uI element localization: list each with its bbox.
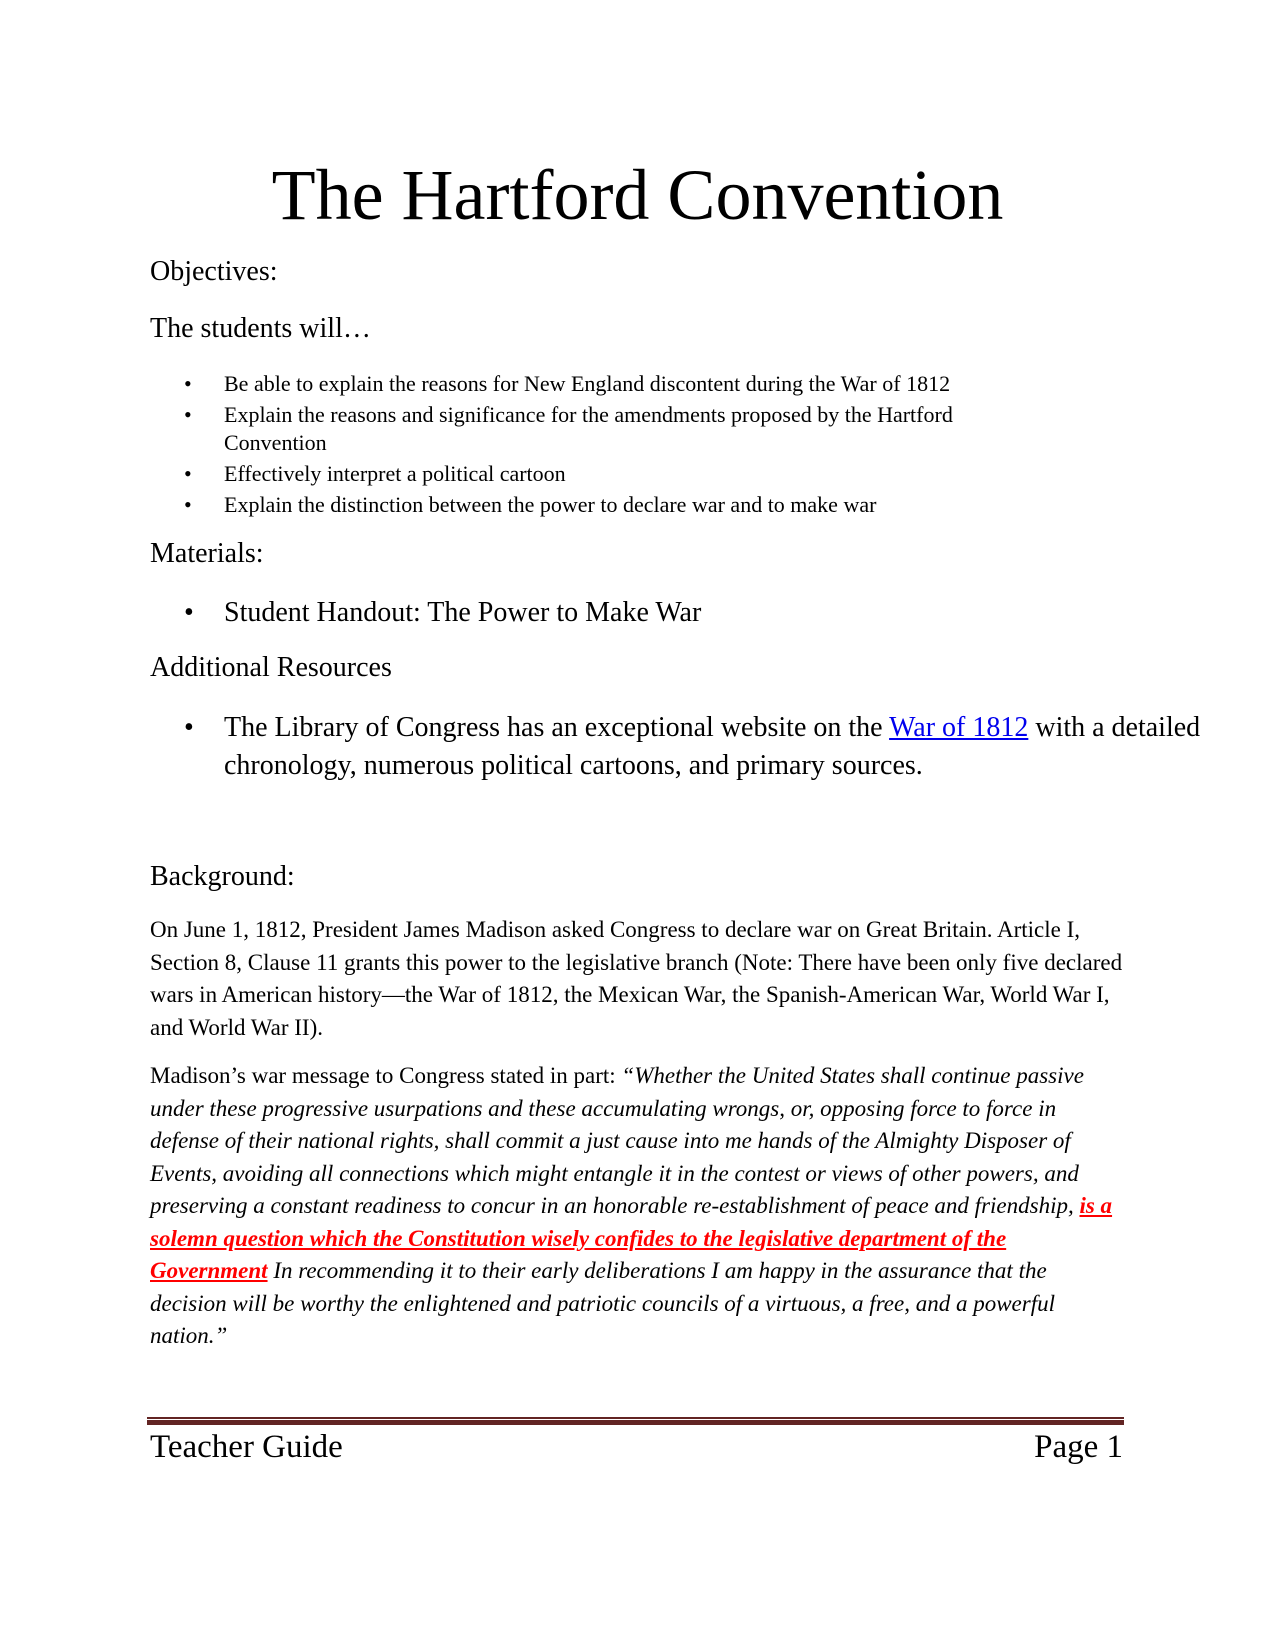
bullet-icon: • bbox=[184, 371, 192, 396]
bullet-icon: • bbox=[184, 461, 192, 486]
bullet-icon: • bbox=[184, 712, 194, 743]
bullet-icon: • bbox=[184, 402, 192, 427]
objective-text: Explain the distinction between the power to declare war and to make war bbox=[224, 492, 877, 517]
quote-emphasis: is a solemn question which the Constitution wisely confides to the legislative department of the Government bbox=[150, 1193, 1113, 1283]
list-item bbox=[150, 491, 1054, 519]
bullet-icon: • bbox=[184, 597, 194, 628]
objective-text: Be able to explain the reasons for New England discontent during the War of 1812 bbox=[224, 371, 951, 396]
resources-heading: Additional Resources bbox=[150, 652, 392, 683]
bullet-icon: • bbox=[184, 492, 192, 517]
objective-text: Explain the reasons and significance for the amendments proposed by the Hartford Convention bbox=[224, 402, 953, 455]
list-item bbox=[150, 709, 1224, 785]
quote-text-end: In recommending it to their early deliberations I am happy in the assurance that the decision will be worthy the enlightened and patriotic councils of a virtuous, a free, and a powerful nation.” bbox=[150, 1258, 1055, 1348]
objectives-list bbox=[150, 370, 1054, 522]
list-item bbox=[150, 594, 1224, 632]
footer-divider bbox=[147, 1417, 1124, 1425]
list-item bbox=[150, 460, 1054, 488]
quote-intro: Madison’s war message to Congress stated in part: bbox=[150, 1063, 622, 1088]
objectives-heading: Objectives: bbox=[150, 256, 278, 287]
resource-text-after: with a detailed chronology, numerous political cartoons, and primary sources. bbox=[224, 712, 1201, 781]
resource-text-before: The Library of Congress has an exceptional website on the bbox=[224, 712, 890, 743]
materials-heading: Materials: bbox=[150, 538, 264, 569]
resources-list bbox=[150, 709, 1224, 785]
quote-text: “Whether the United States shall continue passive under these progressive usurpations and these accumulating wrongs, or, opposing force to force in defense of their national rights, shall commit a just cause into me hands of the Almighty Disposer of Events, avoiding all connections which might entangle it in the contest or views of other powers, and preserving a constant readiness to concur in an honorable re-establishment of peace and friendship, bbox=[150, 1063, 1084, 1218]
footer-guide-label: Teacher Guide bbox=[150, 1429, 343, 1465]
footer-page-number: Page 1 bbox=[1034, 1429, 1123, 1465]
divider-thick-line bbox=[147, 1420, 1124, 1425]
objectives-intro: The students will… bbox=[150, 313, 371, 344]
material-text: Student Handout: The Power to Make War bbox=[224, 597, 702, 628]
materials-list bbox=[150, 594, 1224, 632]
background-paragraph: On June 1, 1812, President James Madison asked Congress to declare war on Great Britain. Article I, Section 8, Clause 11 grants this power to the legislative branch (Note: There have been only five declared wars in American history—the War of 1812, the Mexican War, the Spanish-American War, World War I, and World War II). bbox=[150, 917, 1123, 1040]
madison-quote-paragraph bbox=[150, 1060, 1125, 1353]
page-title: The Hartford Convention bbox=[271, 155, 1004, 235]
divider-thin-line bbox=[147, 1417, 1124, 1419]
war-of-1812-link[interactable]: War of 1812 bbox=[889, 712, 1029, 743]
objective-text: Effectively interpret a political cartoon bbox=[224, 461, 566, 486]
list-item bbox=[150, 370, 1054, 398]
background-heading: Background: bbox=[150, 861, 295, 892]
list-item bbox=[150, 401, 1054, 457]
